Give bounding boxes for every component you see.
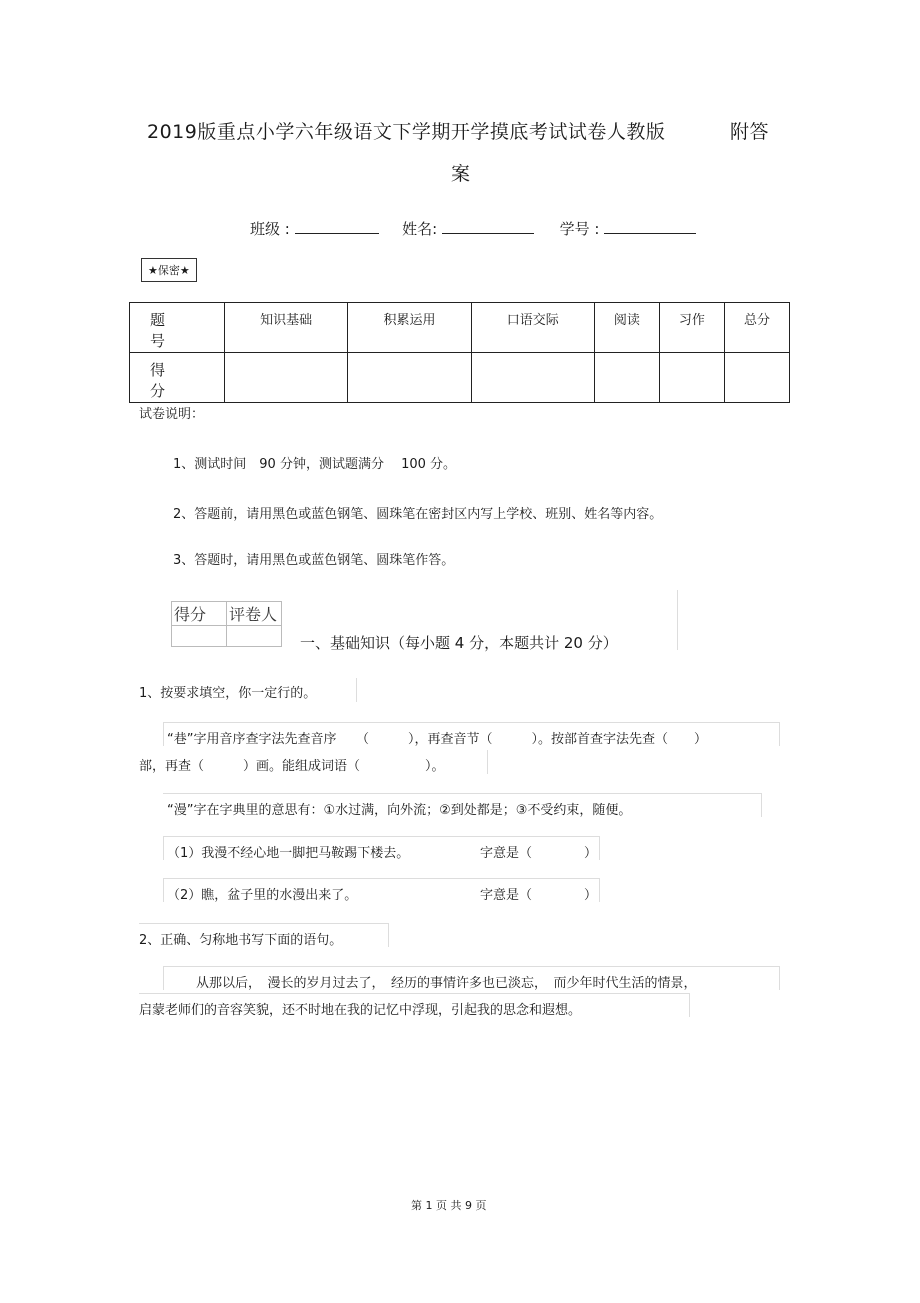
q1-line1: “巷”字用音序查字法先查音序 （ ），再查音节（ ）。按部首查字法先查（ ） [167, 732, 707, 747]
divider [487, 750, 488, 774]
q1-sub1-text: （1）我漫不经心地一脚把马鞍踢下楼去。 [167, 846, 410, 861]
q1-title: 1、按要求填空，你一定行的。 [139, 686, 317, 701]
id-label: 学号 : [559, 220, 600, 238]
title-line1: 2019版重点小学六年级语文下学期开学摸底考试试卷人教版 [147, 121, 666, 143]
grader-person-cell[interactable] [227, 626, 282, 647]
divider [163, 793, 761, 794]
divider [139, 923, 388, 924]
q1-line2: 部，再查（ ）画。能组成词语（ ）。 [139, 759, 445, 774]
divider [163, 966, 164, 990]
id-field[interactable] [604, 217, 696, 234]
instruction-item: 1、测试时间 90 分钟，测试题满分 100 分。 [173, 457, 457, 472]
divider [163, 836, 599, 837]
column-header: 总分 [724, 303, 789, 353]
column-header: 习作 [659, 303, 724, 353]
divider [689, 993, 690, 1017]
q2-title: 2、正确、匀称地书写下面的语句。 [139, 933, 343, 948]
instructions-heading: 试卷说明： [139, 407, 205, 422]
confidential-badge: ★保密★ [141, 258, 197, 282]
q1-sub1-answer[interactable]: 字意是（ ） [480, 846, 598, 861]
score-cell[interactable] [594, 353, 659, 403]
score-cell[interactable] [659, 353, 724, 403]
column-header: 口语交际 [471, 303, 594, 353]
class-label: 班级 : [250, 220, 290, 238]
instruction-item: 2、答题前，请用黑色或蓝色钢笔、圆珠笔在密封区内写上学校、班别、姓名等内容。 [173, 507, 663, 522]
column-header: 阅读 [594, 303, 659, 353]
section1-title: 一、基础知识（每小题 4 分，本题共计 20 分） [300, 634, 618, 652]
score-table [129, 302, 790, 403]
score-table-header-row [130, 303, 790, 353]
page-number: 第 1 页 共 9 页 [411, 1199, 487, 1212]
grader-score-label: 得分 [172, 602, 227, 626]
class-field[interactable] [295, 217, 379, 234]
q1-sub2-answer[interactable]: 字意是（ ） [480, 888, 598, 903]
grader-box [171, 601, 282, 647]
name-field[interactable] [442, 217, 534, 234]
divider [599, 836, 600, 860]
title-suffix: 附答 [730, 121, 770, 143]
q1-man-meanings: “漫”字在字典里的意思有：①水过满，向外流；②到处都是；③不受约束，随便。 [167, 803, 632, 818]
score-cell[interactable] [348, 353, 471, 403]
score-cell[interactable] [724, 353, 789, 403]
page-title [147, 117, 665, 144]
divider [163, 722, 779, 723]
q1-sub2-text: （2）瞧，盆子里的水漫出来了。 [167, 888, 358, 903]
score-table-score-row [130, 353, 790, 403]
divider [388, 923, 389, 947]
score-cell[interactable] [225, 353, 348, 403]
student-info [250, 217, 696, 239]
divider [163, 878, 599, 879]
divider [761, 793, 762, 817]
q2-line1: 从那以后， 漫长的岁月过去了， 经历的事情许多也已淡忘， 而少年时代生活的情景， [196, 976, 697, 991]
title-line2: 案 [451, 163, 471, 185]
divider [779, 722, 780, 746]
grader-person-label: 评卷人 [227, 602, 282, 626]
grader-score-cell[interactable] [172, 626, 227, 647]
score-cell[interactable] [471, 353, 594, 403]
divider [356, 678, 357, 702]
question-number-label: 题号 [130, 303, 225, 353]
divider [779, 966, 780, 990]
divider [163, 836, 164, 860]
divider [677, 590, 678, 650]
divider [163, 966, 779, 967]
column-header: 积累运用 [348, 303, 471, 353]
q2-line2: 启蒙老师们的音容笑貌，还不时地在我的记忆中浮现，引起我的思念和遐想。 [139, 1003, 582, 1018]
divider [599, 878, 600, 902]
divider [163, 878, 164, 902]
column-header: 知识基础 [225, 303, 348, 353]
divider [139, 993, 689, 994]
divider [163, 722, 164, 746]
score-label: 得分 [130, 353, 225, 403]
instruction-item: 3、答题时，请用黑色或蓝色钢笔、圆珠笔作答。 [173, 553, 455, 568]
name-label: 姓名: [402, 220, 438, 238]
